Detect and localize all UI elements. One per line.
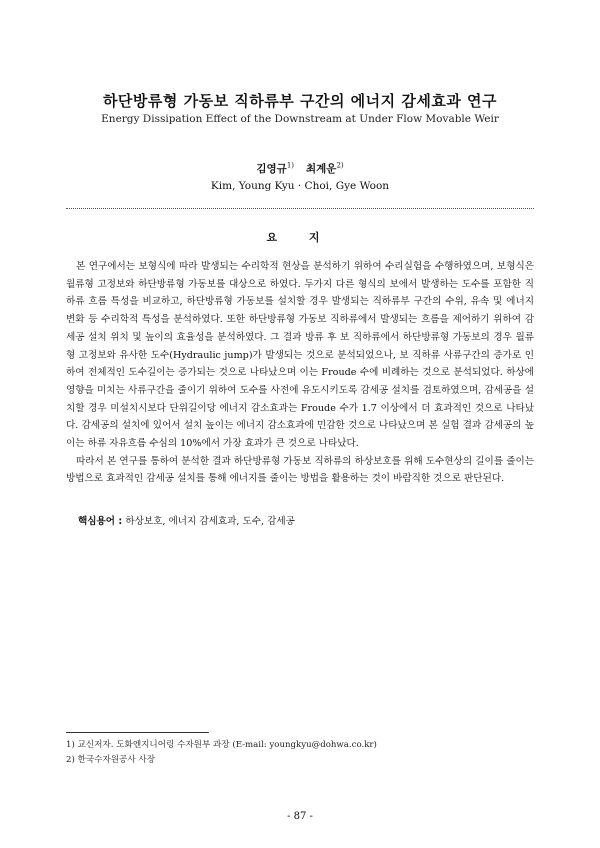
authors-korean (0, 161, 600, 176)
author-footnote-mark: 2) (336, 161, 344, 170)
footnote: 2) 한국수자원공사 사장 (66, 755, 155, 765)
footnotes (66, 738, 377, 768)
author-name: 김영규 (256, 163, 287, 175)
keywords-label: 핵심용어 : (78, 516, 123, 527)
paper-title-english: Energy Dissipation Effect of the Downstream at Under Flow Movable Weir (101, 113, 499, 125)
abstract-heading: 요 지 (266, 231, 334, 244)
abstract-paragraph: 본 연구에서는 보형식에 따라 발생되는 수리학적 현상을 분석하기 위하여 수리실험을 수행하였으며, 보형식은 월류형 고정보와 하단방류형 가동보를 대상으로 하였다. 두가지 다른 형식의 보에서 발생하는 도수를 포함한 직하류 흐름 특성을 비교하고, 하단방류형 가동보를 설치할 경우 발생되는 직하류부 구간의 수위, 유속 및 에너지 변화 등 수리학적 특성을 분석하였다. 또한 하단방류형 가동보 직하류에서 발생되는 흐름을 제어하기 위하여 감세공 설치 위치 및 높이의 효율성을 분석하였다. 그 결과 방류 후 보 직하류에서 하단방류형 가동보의 경우 월류형 고정보와 유사한 도수(Hydraulic jump)가 발생되는 것으로 분석되었으나, 보 직하류 사류구간의 증가로 인하여 전체적인 도수길이는 증가되는 것으로 나타났으며 이는 Froude 수에 비례하는 것으로 분석되었다. 하상에 영향을 미치는 사류구간을 줄이기 위하여 도수를 사전에 유도시키도록 감세공 설치를 검토하였으며, 감세공을 설치할 경우 미설치시보다 단위길이당 에너지 감소효과는 Froude 수가 1.7 이상에서 더 효과적인 것으로 나타났다. 감세공의 설치에 있어서 설치 높이는 에너지 감소효과에 민감한 것으로 나타났으며 본 실험 결과 감세공의 높이는 하류 자유흐름 수심의 10%에서 가장 효과가 큰 것으로 나타났다. (66, 261, 534, 450)
paper-title-korean: 하단방류형 가동보 직하류부 구간의 에너지 감세효과 연구 (102, 92, 498, 110)
author-footnote-mark: 1) (286, 161, 294, 170)
author-name: 최계운 (306, 163, 337, 175)
footnote: 1) 교신저자. 도화엔지니어링 수자원부 과장 (E-mail: youngkyu@dohwa.co.kr) (66, 740, 377, 750)
abstract-body (66, 258, 534, 488)
keywords (78, 513, 295, 527)
keywords-text: 하상보호, 에너지 감세효과, 도수, 감세공 (125, 516, 295, 527)
authors-english: Kim, Young Kyu · Choi, Gye Woon (210, 180, 390, 192)
section-divider (66, 208, 534, 209)
page-number: - 87 - (287, 811, 313, 822)
abstract-paragraph: 따라서 본 연구를 통하여 분석한 결과 하단방류형 가동보 직하류의 하상보호를 위해 도수현상의 길이를 줄이는 방법으로 효과적인 감세공 설치를 통해 에너지를 줄이는 방법을 활용하는 것이 바람직한 것으로 판단된다. (66, 455, 534, 485)
footnote-rule (66, 732, 209, 733)
